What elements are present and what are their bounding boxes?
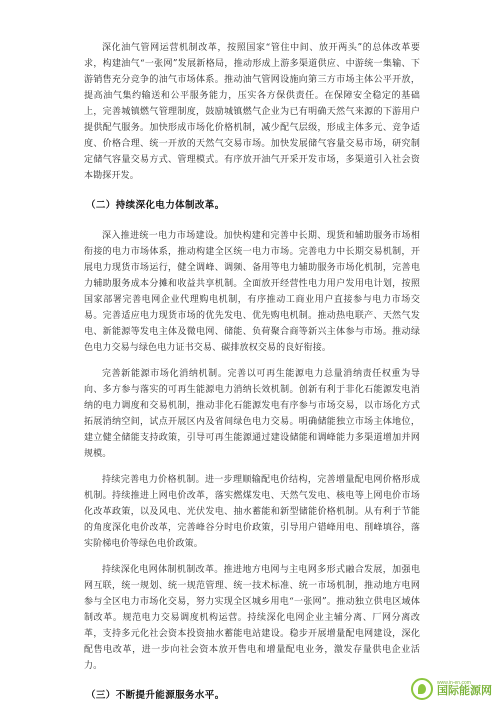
- paragraph-grid-system-reform: 持续深化电网体制机制改革。推进地方电网与主电网多形式融合发展，加强电网互联，统一规划、统一规范管理、统一技术标准、统一市场机制，推动地方电网参与全区电力市场化交易，努力实现全区城乡用电“一张网”。推动独立供电区域体制改革。规范电力交易调度机构运营。持续深化电网企业主辅分离、厂网分离改革，支持多元化社会资本投资抽水蓄能电站建设。稳步开展增量配电网建设，深化配售电改革，进一步向社会资本放开售电和增量配电业务，激发存量供电企业活力。: [84, 565, 420, 671]
- watermark-brand: 国际能源网: [437, 685, 492, 697]
- paragraph-new-energy-consumption: 完善新能源市场化消纳机制。完善以可再生能源电力总量消纳责任权重为导向、多方参与落实的可再生能源电力消纳长效机制。创新有利于非化石能源发电消纳的电力调度和交易机制，推动非化石能源发电有序参与市场交易，以市场化方式拓展消纳空间，试点开展区内及省间绿色电力交易。明确储能独立市场主体地位，建立健全储能支持政策，引导可再生能源通过建设储能和调峰能力多渠道增加并网规模。: [84, 369, 420, 459]
- section-heading-energy-service: （三）不断提升能源服务水平。: [86, 690, 225, 701]
- watermark-logo: [411, 678, 492, 700]
- watermark-site: www.in-en.com: [437, 680, 471, 686]
- section-heading-power-reform: （二）持续深化电力体制改革。: [86, 200, 225, 211]
- leaf-logo-icon: [411, 678, 433, 700]
- watermark-text: [437, 681, 492, 697]
- paragraph-oil-gas-pipeline-reform: 深化油气管网运营机制改革，按照国家“管住中间、放开两头”的总体改革要求，构建油气“一张网”发展新格局，推动形成上游多渠道供应、中游统一集输、下游销售充分竞争的油气市场体系。推动油气管网设施向第三方市场主体公平开放，提高油气集约输送和公平服务能力，压实各方保供责任。在保障安全稳定的基础上，完善城镇燃气管理制度，鼓励城镇燃气企业为已有明确天然气来源的下游用户提供配气服务。加快形成市场化价格机制，减少配气层级，形成主体多元、竞争适度、价格合理、统一开放的天然气交易市场。加快发展储气容量交易市场，研究制定储气容量交易方式、管理模式。有序放开油气开采开发市场，多渠道引入社会资本勘探开发。: [84, 43, 420, 181]
- paragraph-unified-power-market: 深入推进统一电力市场建设。加快构建和完善中长期、现货和辅助服务市场相衔接的电力市场体系，推动构建全区统一电力市场。完善电力中长期交易机制，开展电力现货市场运行，健全调峰、调频、备用等电力辅助服务市场化机制，完善电力辅助服务成本分摊和收益共享机制。全面放开经营性电力用户发用电计划，按照国家部署完善电网企业代理购电机制，有序推动工商业用户直接参与电力市场交易。完善适应电力现货市场的优先发电、优先购电机制。推动热电联产、天然气发电、新能源等发电主体及微电网、储能、负荷聚合商等新兴主体参与市场。推动绿色电力交易与绿色电力证书交易、碳排放权交易的良好衔接。: [84, 231, 420, 353]
- document-body: [84, 40, 420, 704]
- paragraph-power-price-mechanism: 持续完善电力价格机制。进一步理顺输配电价结构，完善增量配电网价格形成机制。持续推进上网电价改革，落实燃煤发电、天然气发电、核电等上网电价市场化改革政策，以及风电、光伏发电、抽水蓄能和新型储能价格机制。从有利于节能的角度深化电价改革，完善峰谷分时电价政策，引导用户错峰用电、削峰填谷，落实阶梯电价等绿色电价政策。: [84, 475, 420, 549]
